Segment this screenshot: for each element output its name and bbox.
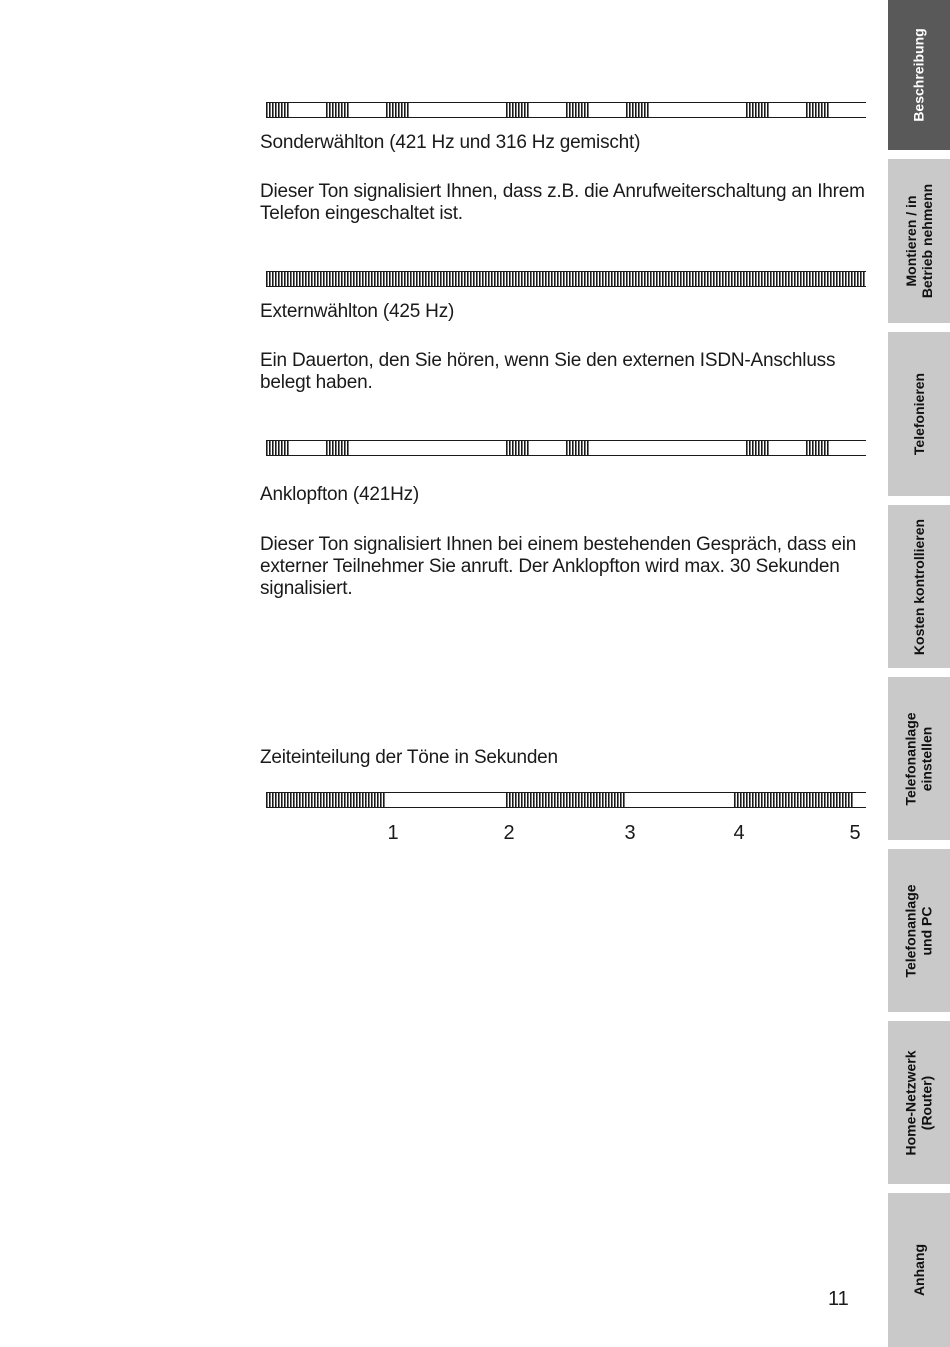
tone-title: Externwählton (425 Hz) — [260, 301, 455, 322]
timeline-bar — [266, 792, 866, 808]
tone-pattern-bar — [266, 271, 866, 287]
tone-title: Anklopfton (421Hz) — [260, 484, 420, 505]
tab-label: Telefonanlage einstellen — [903, 711, 935, 806]
timeline-second-label: 5 — [849, 822, 861, 844]
tab-telefonanlage-pc[interactable] — [888, 849, 950, 1012]
tab-label: Home-Netzwerk (Router) — [903, 1049, 935, 1156]
timeline-title: Zeiteinteilung der Töne in Sekunden — [260, 747, 558, 768]
tone-pattern-bar — [266, 102, 866, 118]
tab-label: Montieren / in Betrieb nehmenn — [903, 183, 936, 299]
tone-description: Ein Dauerton, den Sie hören, wenn Sie den externen ISDN-Anschluss belegt haben. — [260, 350, 836, 393]
tone-pattern-bar — [266, 440, 866, 456]
tab-telefonieren[interactable] — [888, 332, 950, 496]
tab-telefonanlage-einstellen[interactable] — [888, 677, 950, 840]
chapter-tab-bar — [888, 0, 950, 1347]
page-number: 11 — [828, 1288, 849, 1310]
tab-anhang[interactable] — [888, 1193, 950, 1347]
tab-kosten-kontrollieren[interactable] — [888, 505, 950, 668]
timeline-second-label: 3 — [624, 822, 636, 844]
tone-description: Dieser Ton signalisiert Ihnen bei einem bestehenden Gespräch, dass ein externer Teilnehmer Sie anruft. Der Anklopfton wird max. 30 Sekunden signalisiert. — [260, 534, 857, 599]
tone-description: Dieser Ton signalisiert Ihnen, dass z.B. die Anrufweiterschaltung an Ihrem Telefon eingeschaltet ist. — [260, 181, 865, 224]
tab-label: Beschreibung — [911, 28, 928, 122]
tab-label: Kosten kontrollieren — [911, 518, 928, 655]
tone-title: Sonderwählton (421 Hz und 316 Hz gemischt) — [260, 132, 641, 153]
tab-home-netzwerk[interactable] — [888, 1021, 950, 1184]
timeline-second-label: 2 — [503, 822, 515, 844]
tab-label: Telefonieren — [911, 372, 928, 456]
tab-montieren[interactable] — [888, 159, 950, 323]
tab-beschreibung[interactable] — [888, 0, 950, 150]
tab-label: Telefonanlage und PC — [903, 883, 935, 978]
tab-label: Anhang — [910, 1243, 927, 1297]
timeline-second-label: 4 — [733, 822, 745, 844]
timeline-second-label: 1 — [387, 822, 399, 844]
